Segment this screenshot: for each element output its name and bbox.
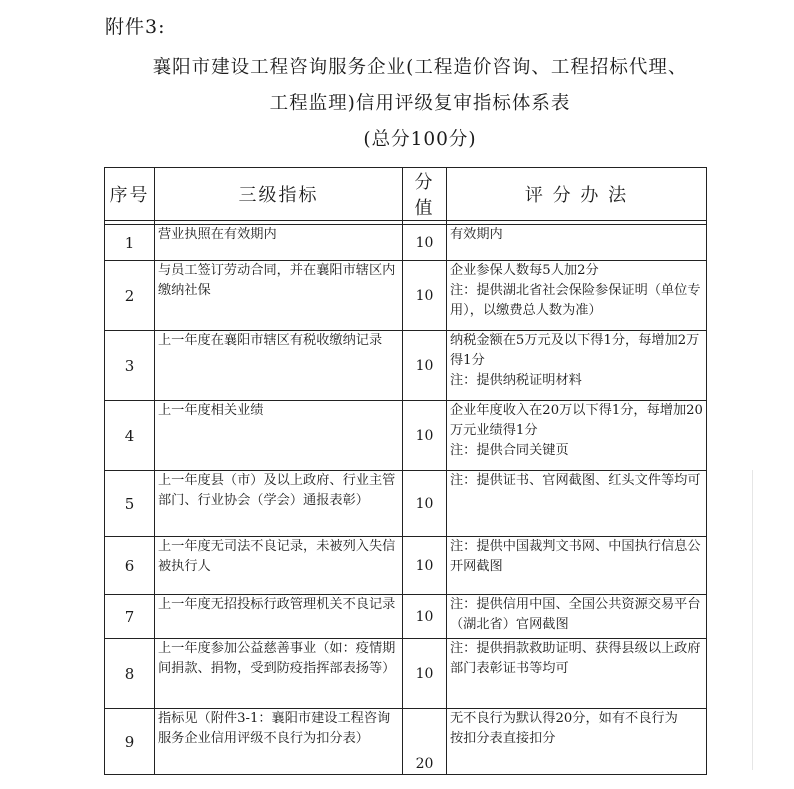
scan-artifact-line: [752, 470, 753, 770]
table-row: [105, 225, 707, 261]
row-scoring-method: 有效期内: [447, 225, 707, 261]
row-score: 10: [403, 471, 447, 537]
row-indicator: 上一年度相关业绩: [155, 401, 403, 471]
row-scoring-method: 企业年度收入在20万以下得1分，每增加20万元业绩得1分 注：提供合同关键页: [447, 401, 707, 471]
row-score: 20: [403, 709, 447, 775]
row-score: 10: [403, 537, 447, 595]
row-score: 10: [403, 331, 447, 401]
row-score: 10: [403, 401, 447, 471]
table-row: [105, 401, 707, 471]
row-serial-no: 8: [105, 639, 155, 709]
row-serial-no: 3: [105, 331, 155, 401]
header-score: 分值: [403, 168, 447, 221]
document-title-line-2: 工程监理)信用评级复审指标体系表: [269, 93, 571, 114]
table-row: [105, 639, 707, 709]
document-title-total-score: (总分100分): [363, 129, 477, 150]
row-indicator: 上一年度无司法不良记录，未被列入失信被执行人: [155, 537, 403, 595]
row-score: 10: [403, 225, 447, 261]
row-serial-no: 7: [105, 595, 155, 639]
scoring-table: [104, 167, 707, 775]
row-scoring-method: 纳税金额在5万元及以下得1分，每增加2万得1分 注：提供纳税证明材料: [447, 331, 707, 401]
header-serial-no: 序号: [105, 168, 155, 221]
row-serial-no: 6: [105, 537, 155, 595]
row-serial-no: 9: [105, 709, 155, 775]
row-indicator: 上一年度县（市）及以上政府、行业主管部门、行业协会（学会）通报表彰）: [155, 471, 403, 537]
row-indicator: 营业执照在有效期内: [155, 225, 403, 261]
row-scoring-method: 注：提供证书、官网截图、红头文件等均可: [447, 471, 707, 537]
row-serial-no: 2: [105, 261, 155, 331]
row-scoring-method: 无不良行为默认得20分，如有不良行为 按扣分表直接扣分: [447, 709, 707, 775]
row-scoring-method: 企业参保人数每5人加2分 注：提供湖北省社会保险参保证明（单位专用），以缴费总人数为准）: [447, 261, 707, 331]
table-row: [105, 537, 707, 595]
table-row: [105, 331, 707, 401]
row-indicator: 与员工签订劳动合同，并在襄阳市辖区内缴纳社保: [155, 261, 403, 331]
row-indicator: 上一年度在襄阳市辖区有税收缴纳记录: [155, 331, 403, 401]
header-indicator: 三级指标: [155, 168, 403, 221]
row-score: 10: [403, 639, 447, 709]
row-scoring-method: 注：提供捐款救助证明、获得县级以上政府部门表彰证书等均可: [447, 639, 707, 709]
row-indicator: 上一年度无招投标行政管理机关不良记录: [155, 595, 403, 639]
row-score: 10: [403, 261, 447, 331]
row-indicator: 指标见（附件3-1：襄阳市建设工程咨询服务企业信用评级不良行为扣分表）: [155, 709, 403, 775]
table-header-row: [105, 168, 707, 221]
header-scoring-method: 评 分 办 法: [447, 168, 707, 221]
table-row: [105, 261, 707, 331]
table-row: [105, 471, 707, 537]
document-title-line-1: 襄阳市建设工程咨询服务企业(工程造价咨询、工程招标代理、: [152, 57, 688, 78]
table-row: [105, 709, 707, 775]
row-serial-no: 4: [105, 401, 155, 471]
row-scoring-method: 注：提供中国裁判文书网、中国执行信息公开网截图: [447, 537, 707, 595]
row-scoring-method: 注：提供信用中国、全国公共资源交易平台（湖北省）官网截图: [447, 595, 707, 639]
row-indicator: 上一年度参加公益慈善事业（如：疫情期间捐款、捐物，受到防疫指挥部表扬等）: [155, 639, 403, 709]
row-score: 10: [403, 595, 447, 639]
attachment-label: 附件3:: [105, 16, 166, 38]
row-serial-no: 5: [105, 471, 155, 537]
table-row: [105, 595, 707, 639]
row-serial-no: 1: [105, 225, 155, 261]
